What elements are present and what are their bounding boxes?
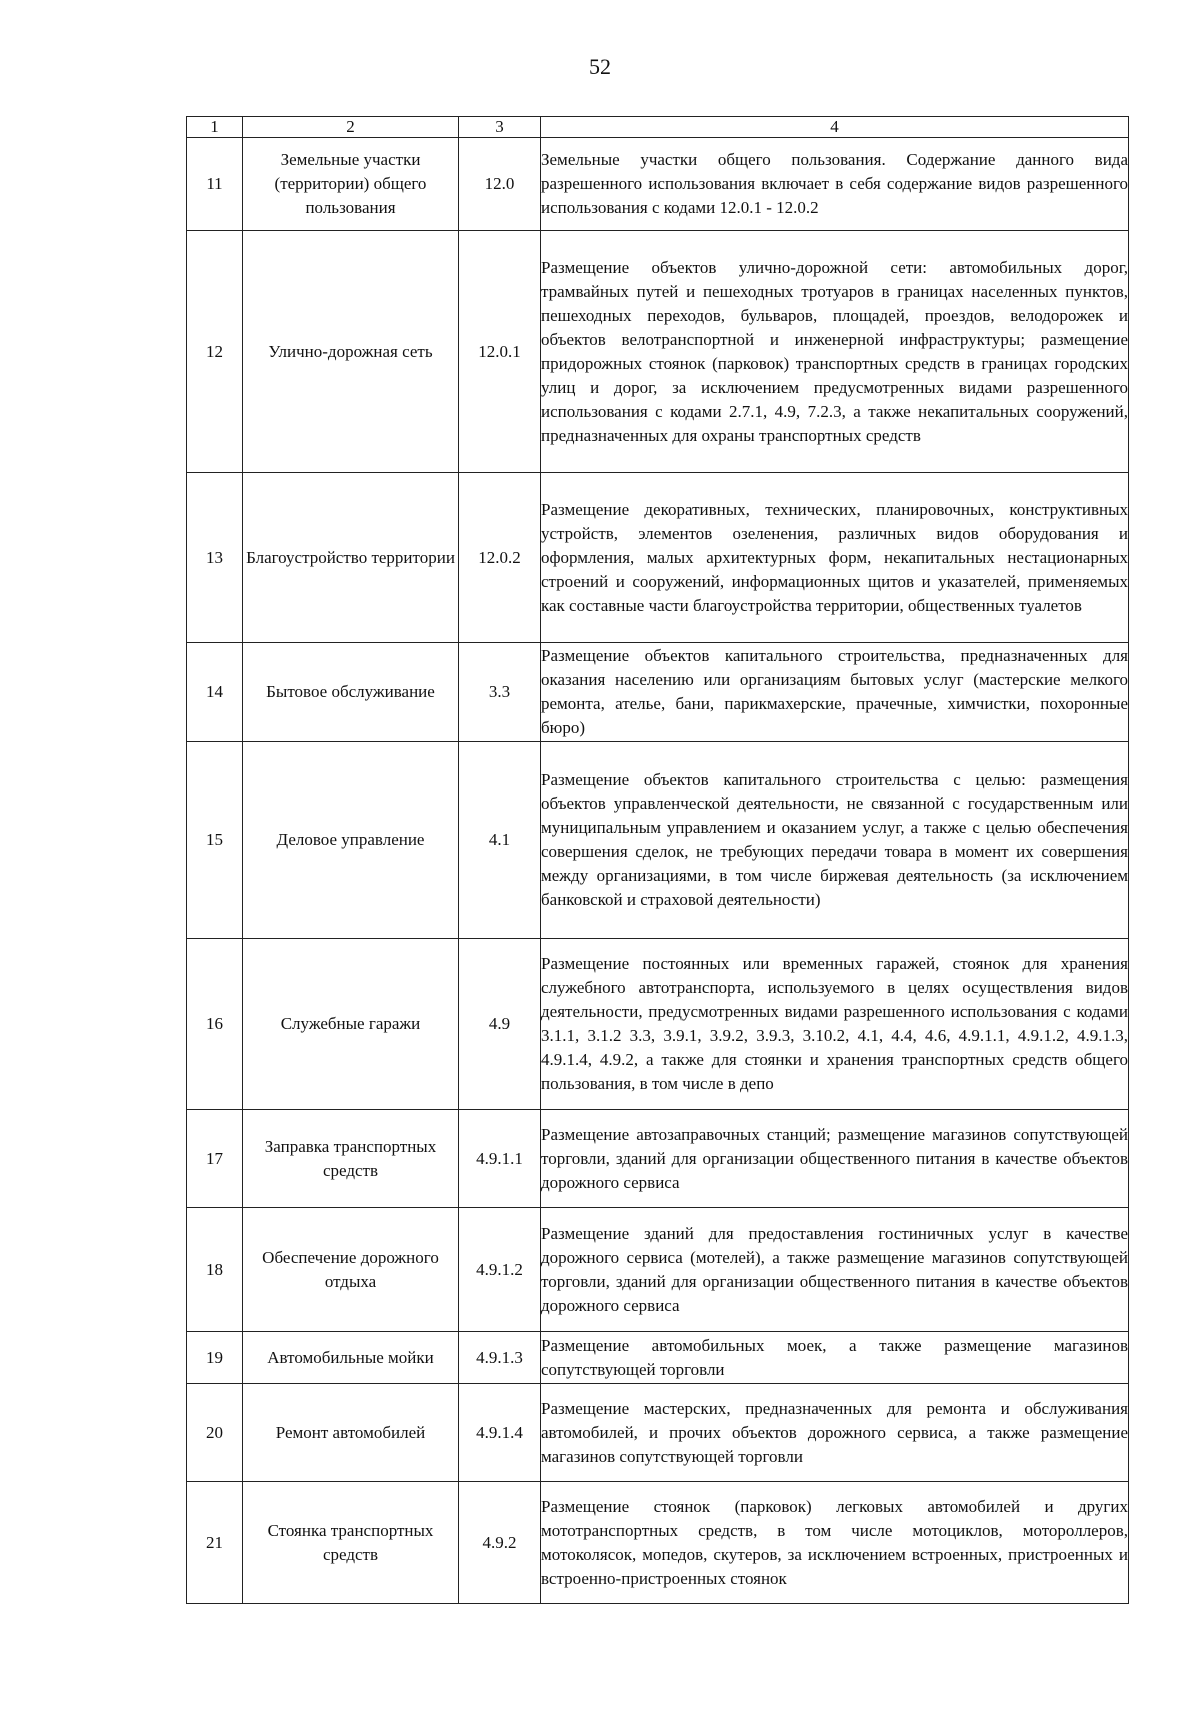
header-row bbox=[187, 117, 1129, 138]
table-row bbox=[187, 742, 1129, 939]
table-header bbox=[187, 117, 1129, 138]
use-type-description: Размещение стоянок (парковок) легковых автомобилей и других мототранспортных средств, в том числе мотоциклов, мотороллеров, мотоколясок, мопедов, скутеров, за исключением встроенных, пристроенных и встроенно-пристроенных стоянок bbox=[541, 1482, 1129, 1604]
row-number: 12 bbox=[187, 231, 243, 473]
header-col-2: 2 bbox=[243, 117, 459, 138]
row-number: 16 bbox=[187, 939, 243, 1110]
use-type-description: Размещение объектов капитального строительства, предназначенных для оказания населению или организациям бытовых услуг (мастерские мелкого ремонта, ателье, бани, парикмахерские, прачечные, химчистки, похоронные бюро) bbox=[541, 643, 1129, 742]
header-col-3: 3 bbox=[459, 117, 541, 138]
row-number: 19 bbox=[187, 1332, 243, 1384]
row-number: 13 bbox=[187, 473, 243, 643]
use-type-description: Размещение мастерских, предназначенных для ремонта и обслуживания автомобилей, и прочих объектов дорожного сервиса, а также размещение магазинов сопутствующей торговли bbox=[541, 1384, 1129, 1482]
header-col-1: 1 bbox=[187, 117, 243, 138]
use-type-name: Стоянка транспортных средств bbox=[243, 1482, 459, 1604]
row-number: 15 bbox=[187, 742, 243, 939]
use-type-description: Размещение автозаправочных станций; размещение магазинов сопутствующей торговли, зданий для организации общественного питания в качестве объектов дорожного сервиса bbox=[541, 1110, 1129, 1208]
use-type-description: Размещение декоративных, технических, планировочных, конструктивных устройств, элементов озеленения, различных видов оборудования и оформления, малых архитектурных форм, некапитальных нестационарных строений и сооружений, информационных щитов и указателей, применяемых как составные части благоустройства территории, общественных туалетов bbox=[541, 473, 1129, 643]
page-number: 52 bbox=[589, 54, 611, 79]
use-type-code: 12.0.1 bbox=[459, 231, 541, 473]
table-row bbox=[187, 1208, 1129, 1332]
use-type-description: Размещение объектов капитального строительства с целью: размещения объектов управленческой деятельности, не связанной с государственным или муниципальным управлением и оказанием услуг, а также с целью обеспечения совершения сделок, не требующих передачи товара в момент их совершения между организациями, в том числе биржевая деятельность (за исключением банковской и страховой деятельности) bbox=[541, 742, 1129, 939]
use-type-name: Служебные гаражи bbox=[243, 939, 459, 1110]
use-type-code: 12.0.2 bbox=[459, 473, 541, 643]
table-row bbox=[187, 473, 1129, 643]
use-type-name: Автомобильные мойки bbox=[243, 1332, 459, 1384]
use-type-code: 4.9.1.2 bbox=[459, 1208, 541, 1332]
table-row bbox=[187, 939, 1129, 1110]
use-type-code: 4.9 bbox=[459, 939, 541, 1110]
use-type-name: Деловое управление bbox=[243, 742, 459, 939]
use-type-code: 4.9.1.4 bbox=[459, 1384, 541, 1482]
table-row bbox=[187, 1332, 1129, 1384]
table-row bbox=[187, 1110, 1129, 1208]
row-number: 17 bbox=[187, 1110, 243, 1208]
use-type-name: Благоустройство территории bbox=[243, 473, 459, 643]
table-row bbox=[187, 138, 1129, 231]
row-number: 14 bbox=[187, 643, 243, 742]
land-use-table bbox=[186, 116, 1129, 1604]
row-number: 11 bbox=[187, 138, 243, 231]
row-number: 21 bbox=[187, 1482, 243, 1604]
use-type-description: Размещение автомобильных моек, а также размещение магазинов сопутствующей торговли bbox=[541, 1332, 1129, 1384]
use-type-description: Размещение постоянных или временных гаражей, стоянок для хранения служебного автотранспорта, используемого в целях осуществления видов деятельности, предусмотренных видами разрешенного использования с кодами 3.1.1, 3.1.2 3.3, 3.9.1, 3.9.2, 3.9.3, 3.10.2, 4.1, 4.4, 4.6, 4.9.1.1, 4.9.1.2, 4.9.1.3, 4.9.1.4, 4.9.2, а также для стоянки и хранения транспортных средств общего пользования, в том числе в депо bbox=[541, 939, 1129, 1110]
table-row bbox=[187, 1384, 1129, 1482]
table-row bbox=[187, 1482, 1129, 1604]
use-type-name: Улично-дорожная сеть bbox=[243, 231, 459, 473]
use-type-description: Размещение объектов улично-дорожной сети: автомобильных дорог, трамвайных путей и пешеходных тротуаров в границах населенных пунктов, пешеходных переходов, бульваров, площадей, проездов, велодорожек и объектов велотранспортной и инженерной инфраструктуры; размещение придорожных стоянок (парковок) транспортных средств в границах городских улиц и дорог, за исключением предусмотренных видами разрешенного использования с кодами 2.7.1, 4.9, 7.2.3, а также некапитальных сооружений, предназначенных для охраны транспортных средств bbox=[541, 231, 1129, 473]
use-type-description: Земельные участки общего пользования. Содержание данного вида разрешенного использования включает в себя содержание видов разрешенного использования с кодами 12.0.1 - 12.0.2 bbox=[541, 138, 1129, 231]
use-type-name: Бытовое обслуживание bbox=[243, 643, 459, 742]
row-number: 20 bbox=[187, 1384, 243, 1482]
use-type-code: 4.9.2 bbox=[459, 1482, 541, 1604]
table-row bbox=[187, 643, 1129, 742]
use-type-name: Заправка транспортных средств bbox=[243, 1110, 459, 1208]
use-type-description: Размещение зданий для предоставления гостиничных услуг в качестве дорожного сервиса (мотелей), а также размещение магазинов сопутствующей торговли, зданий для организации общественного питания в качестве объектов дорожного сервиса bbox=[541, 1208, 1129, 1332]
table-row bbox=[187, 231, 1129, 473]
use-type-name: Земельные участки (территории) общего пользования bbox=[243, 138, 459, 231]
use-type-code: 4.1 bbox=[459, 742, 541, 939]
table-body bbox=[187, 138, 1129, 1604]
use-type-code: 4.9.1.3 bbox=[459, 1332, 541, 1384]
use-type-name: Обеспечение дорожного отдыха bbox=[243, 1208, 459, 1332]
use-type-name: Ремонт автомобилей bbox=[243, 1384, 459, 1482]
row-number: 18 bbox=[187, 1208, 243, 1332]
header-col-4: 4 bbox=[541, 117, 1129, 138]
use-type-code: 4.9.1.1 bbox=[459, 1110, 541, 1208]
use-type-code: 12.0 bbox=[459, 138, 541, 231]
use-type-code: 3.3 bbox=[459, 643, 541, 742]
